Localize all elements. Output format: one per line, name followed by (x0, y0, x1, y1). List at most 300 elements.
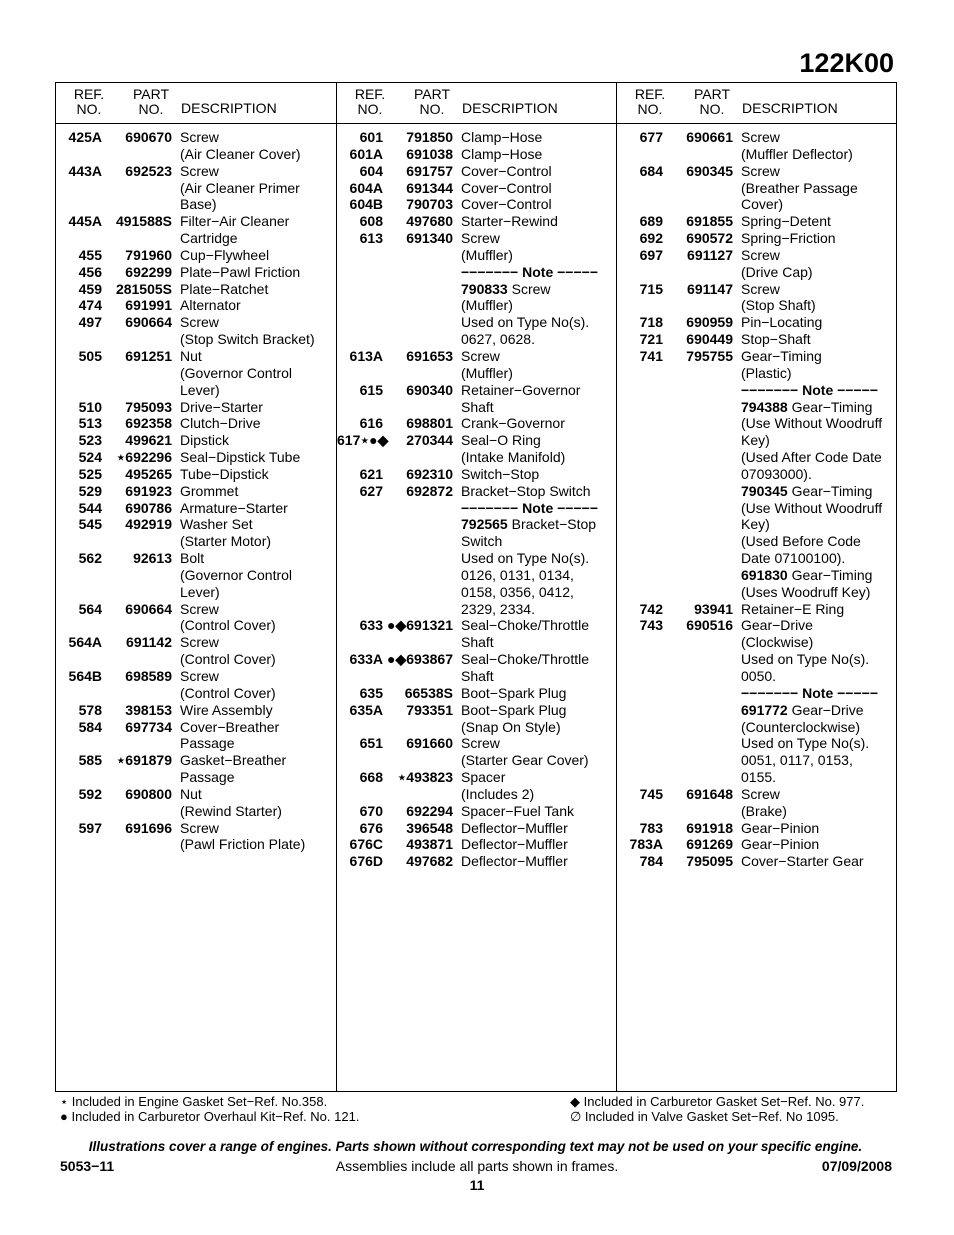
description: Lever) (180, 583, 220, 600)
column-header (337, 83, 617, 124)
part-number: 495265 (125, 465, 172, 482)
table-row (337, 213, 617, 230)
description: Bracket−Stop Switch (461, 482, 591, 499)
description: (Stop Shaft) (741, 297, 816, 314)
note-part-text: Bracket−Stop (507, 516, 597, 533)
ref-number: 578 (78, 701, 102, 718)
part-number: 497682 (406, 853, 453, 870)
table-row (56, 836, 336, 853)
ref-number: 615 (359, 381, 383, 398)
part-number: 66538S (404, 684, 453, 701)
description: (Includes 2) (461, 785, 535, 802)
parts-column-1 (56, 83, 336, 1091)
table-row (337, 516, 617, 533)
table-row (56, 449, 336, 466)
footnote-star: ⋆ Included in Engine Gasket Set−Ref. No.358. (60, 1094, 328, 1109)
table-row (56, 331, 336, 348)
description: Lever) (180, 381, 220, 398)
part-number: 690959 (686, 314, 733, 331)
table-row (617, 836, 897, 853)
note-part-number: 790833 (461, 280, 508, 297)
description: Armature−Starter (180, 499, 288, 516)
note-part-number: 691772 (741, 701, 788, 718)
part-number: 497680 (406, 213, 453, 230)
description: Date 07100100). (741, 550, 846, 567)
part-number: 691923 (125, 482, 172, 499)
description: Boot−Spark Plug (461, 701, 567, 718)
parts-table (55, 82, 897, 1092)
description: Retainer−Governor (461, 381, 581, 398)
ref-number: 651 (359, 735, 383, 752)
part-header: PART (132, 86, 170, 102)
table-row (56, 196, 336, 213)
part-number: 281505S (115, 280, 172, 297)
description: Screw (180, 634, 219, 651)
description: Shaft (461, 398, 494, 415)
table-row (617, 365, 897, 382)
part-number: 691147 (687, 280, 733, 297)
table-row (617, 449, 897, 466)
ref-header-no: NO. (76, 101, 102, 117)
table-row (56, 516, 336, 533)
table-row (56, 601, 336, 618)
description: 0051, 0117, 0153, (741, 752, 853, 769)
description: (Pawl Friction Plate) (180, 836, 306, 853)
description: Clutch−Drive (180, 415, 261, 432)
ref-number: 697 (639, 246, 663, 263)
table-row (337, 617, 617, 634)
ref-number: 718 (639, 314, 663, 331)
table-row (337, 803, 617, 820)
ref-number: 743 (639, 617, 663, 634)
description: (Counterclockwise) (741, 718, 861, 735)
ref-number: 425A (68, 129, 102, 145)
description: 07093000). (741, 465, 812, 482)
footnote-empty-set: ∅ Included in Valve Gasket Set−Ref. No 1095. (570, 1109, 839, 1124)
ref-number: 525 (78, 465, 102, 482)
part-header: PART (413, 86, 451, 102)
description: (Muffler) (461, 297, 513, 314)
table-row (337, 685, 617, 702)
description-header: DESCRIPTION (181, 100, 277, 116)
ref-number: 601 (359, 129, 383, 145)
ref-number: 562 (78, 550, 102, 567)
table-row (56, 533, 336, 550)
part-number: 691269 (686, 836, 733, 853)
table-row (617, 146, 897, 163)
description: (Muffler) (461, 246, 513, 263)
table-row (337, 348, 617, 365)
description: Screw (461, 347, 500, 364)
description: 0050. (741, 668, 777, 684)
description: (Control Cover) (180, 684, 276, 701)
table-row (337, 163, 617, 180)
description: Gear−Timing (741, 347, 822, 364)
note-part-text: Screw (507, 280, 551, 297)
part-number: 493871 (406, 836, 453, 853)
table-row (337, 247, 617, 264)
table-row (617, 601, 897, 618)
table-row (617, 348, 897, 365)
description: (Control Cover) (180, 651, 276, 668)
description: Switch (461, 533, 503, 550)
description: (Starter Motor) (180, 533, 272, 550)
table-row (337, 786, 617, 803)
part-number: 691648 (686, 785, 733, 802)
description: Deflector−Muffler (461, 853, 568, 870)
table-row (56, 567, 336, 584)
table-row (337, 314, 617, 331)
table-row (617, 820, 897, 837)
table-row (56, 820, 336, 837)
table-row (337, 651, 617, 668)
ref-number: 676D (349, 853, 383, 870)
ref-number: 676C (349, 836, 383, 853)
note-part-text: Gear−Drive (787, 701, 864, 718)
table-row (617, 180, 897, 197)
description: (Use Without Woodruff (741, 499, 883, 516)
table-row (56, 247, 336, 264)
table-row (617, 230, 897, 247)
assemblies-note: Assemblies include all parts shown in frames. (335, 1158, 619, 1174)
table-row (617, 314, 897, 331)
description: 0155. (741, 769, 777, 786)
ref-number: 601A (349, 145, 383, 162)
part-number: 791960 (125, 246, 172, 263)
table-row (617, 752, 897, 769)
ref-number: 604A (349, 179, 383, 196)
table-row (337, 500, 617, 517)
ref-number: 529 (78, 482, 102, 499)
ref-number: 524 (78, 449, 102, 466)
part-number: 790703 (406, 196, 453, 213)
description: Pin−Locating (741, 314, 823, 331)
part-number: 691855 (686, 213, 733, 230)
table-row (617, 719, 897, 736)
ref-number: 510 (78, 398, 102, 415)
table-row (56, 415, 336, 432)
table-row (56, 483, 336, 500)
description: Plate−Ratchet (180, 280, 269, 297)
ref-number: 564A (68, 634, 102, 651)
table-row (617, 196, 897, 213)
table-row (337, 399, 617, 416)
ref-number: 616 (359, 415, 383, 432)
description: Screw (180, 600, 219, 617)
table-row (617, 516, 897, 533)
description: Starter−Rewind (461, 213, 558, 230)
note-part-description (741, 483, 872, 500)
description: Gear−Pinion (741, 819, 820, 836)
table-row (617, 617, 897, 634)
note-part-description (741, 567, 872, 584)
description: Nut (180, 785, 202, 802)
description: Key) (741, 516, 770, 533)
description: Passage (180, 769, 235, 786)
note-divider: −−−−−−− Note −−−−− (461, 263, 598, 280)
description: Screw (180, 314, 219, 331)
part-number: 691340 (406, 230, 453, 247)
description: 0627, 0628. (461, 331, 535, 348)
part-number: 690345 (686, 162, 733, 179)
table-row (337, 264, 617, 281)
part-number: 692358 (125, 415, 172, 432)
column-rows (617, 129, 897, 870)
ref-number: 604B (349, 196, 383, 213)
table-row (56, 382, 336, 399)
note-part-description (741, 399, 872, 416)
description: Screw (741, 162, 780, 179)
part-number: 691142 (126, 634, 172, 651)
part-number: 93941 (694, 600, 733, 617)
part-number: 691991 (125, 297, 172, 314)
table-row (56, 803, 336, 820)
description: Spacer (461, 769, 506, 786)
part-number: 690572 (686, 230, 733, 247)
ref-number: 721 (639, 331, 663, 348)
description: Screw (180, 129, 219, 145)
part-number: 270344 (406, 432, 453, 449)
table-row (56, 180, 336, 197)
table-row (56, 281, 336, 298)
ref-number: 692 (639, 230, 663, 247)
table-row (617, 331, 897, 348)
ref-number: 585 (78, 752, 102, 769)
description: Passage (180, 735, 235, 752)
table-row (56, 500, 336, 517)
part-number: 698801 (406, 415, 453, 432)
table-row (617, 432, 897, 449)
ref-number: 545 (78, 516, 102, 533)
description: (Air Cleaner Cover) (180, 145, 301, 162)
table-row (617, 247, 897, 264)
table-row (56, 466, 336, 483)
description: (Clockwise) (741, 634, 814, 651)
part-number: 690786 (125, 499, 172, 516)
table-row (56, 719, 336, 736)
description: Cover−Control (461, 162, 552, 179)
table-row (337, 668, 617, 685)
part-header-no: NO. (419, 101, 445, 117)
table-row (56, 769, 336, 786)
description: (Drive Cap) (741, 263, 813, 280)
part-number: 691127 (687, 246, 733, 263)
table-row (617, 533, 897, 550)
part-number: 691696 (125, 819, 172, 836)
ref-number: 544 (78, 499, 102, 516)
table-row (56, 365, 336, 382)
table-row (617, 550, 897, 567)
table-row (617, 803, 897, 820)
description: Used on Type No(s). (461, 314, 590, 331)
description: Screw (180, 668, 219, 684)
table-row (56, 752, 336, 769)
description: Screw (180, 162, 219, 179)
part-number: 691757 (406, 162, 453, 179)
description: Seal−Choke/Throttle (461, 617, 590, 634)
description: Base) (180, 196, 217, 213)
table-row (617, 769, 897, 786)
ref-header: REF. (73, 86, 105, 102)
description: Shaft (461, 668, 494, 684)
note-part-description (741, 702, 864, 719)
part-number: 692872 (406, 482, 453, 499)
footnote-diamond: ◆ Included in Carburetor Gasket Set−Ref. No. 977. (570, 1094, 865, 1109)
table-row (617, 668, 897, 685)
ref-number: 684 (639, 162, 663, 179)
ref-number: 459 (78, 280, 102, 297)
description: (Plastic) (741, 364, 792, 381)
table-row (56, 651, 336, 668)
description: (Used Before Code (741, 533, 861, 550)
description: Dipstick (180, 432, 230, 449)
table-row (56, 432, 336, 449)
note-part-number: 691830 (741, 566, 788, 583)
parts-column-2 (336, 83, 617, 1091)
ref-number: 668 (359, 769, 383, 786)
ref-number: 745 (639, 785, 663, 802)
description: Spacer−Fuel Tank (461, 802, 574, 819)
part-number: 691038 (406, 145, 453, 162)
description: Boot−Spark Plug (461, 684, 567, 701)
description: (Stop Switch Bracket) (180, 331, 315, 348)
table-row (337, 449, 617, 466)
description: Washer Set (180, 516, 253, 533)
ref-number: 497 (78, 314, 102, 331)
table-row (617, 853, 897, 870)
description: (Rewind Starter) (180, 802, 282, 819)
table-row (337, 719, 617, 736)
description: (Breather Passage (741, 179, 858, 196)
part-number: 691344 (406, 179, 453, 196)
table-row (56, 786, 336, 803)
part-number: 697734 (125, 718, 172, 735)
ref-number: 455 (78, 246, 102, 263)
description: Bolt (180, 550, 205, 567)
description: (Brake) (741, 802, 787, 819)
table-row (617, 213, 897, 230)
part-number: 92613 (133, 550, 172, 567)
description: Screw (741, 246, 780, 263)
column-rows (337, 129, 617, 870)
part-number: 690800 (125, 785, 172, 802)
table-row (617, 281, 897, 298)
description: Gasket−Breather (180, 752, 287, 769)
part-number: 499621 (125, 432, 172, 449)
table-row (337, 634, 617, 651)
note-part-description (461, 281, 551, 298)
table-row (617, 634, 897, 651)
table-row (617, 399, 897, 416)
description: Screw (461, 735, 500, 752)
ref-number: 584 (78, 718, 102, 735)
description: Used on Type No(s). (741, 735, 870, 752)
part-header: PART (693, 86, 731, 102)
part-number: 491588S (115, 213, 172, 230)
description: Nut (180, 347, 202, 364)
description: Plate−Pawl Friction (180, 263, 301, 280)
description: (Governor Control (180, 364, 293, 381)
table-row (56, 550, 336, 567)
description: (Air Cleaner Primer (180, 179, 300, 196)
table-row (617, 786, 897, 803)
part-number: 795095 (686, 853, 733, 870)
ref-number: 613 (359, 230, 383, 247)
ref-number: 513 (78, 415, 102, 432)
part-number: ⋆493823 (397, 769, 453, 786)
part-number: 690670 (125, 129, 172, 145)
table-row (56, 163, 336, 180)
ref-number: 474 (78, 297, 102, 314)
table-row (337, 752, 617, 769)
table-row (56, 685, 336, 702)
description: Spring−Detent (741, 213, 831, 230)
description: Filter−Air Cleaner (180, 213, 290, 230)
description: (Muffler) (461, 364, 513, 381)
ref-number: 677 (639, 129, 663, 145)
ref-number: 597 (78, 819, 102, 836)
description: Cup−Flywheel (180, 246, 270, 263)
table-row (337, 567, 617, 584)
table-row (337, 533, 617, 550)
table-row (337, 365, 617, 382)
table-row (337, 584, 617, 601)
ref-number: 445A (68, 213, 102, 230)
part-number: 692294 (406, 802, 453, 819)
part-number: 692310 (406, 465, 453, 482)
description: Clamp−Hose (461, 145, 543, 162)
table-row (617, 163, 897, 180)
part-number: 692299 (125, 263, 172, 280)
ref-number: 742 (639, 600, 663, 617)
description: Cover−Control (461, 179, 552, 196)
ref-number: 564B (68, 668, 102, 684)
table-row (617, 129, 897, 146)
ref-number: 676 (359, 819, 383, 836)
ref-header: REF. (354, 86, 386, 102)
description: (Uses Woodruff Key) (741, 583, 871, 600)
table-row (337, 432, 617, 449)
description-header: DESCRIPTION (742, 100, 838, 116)
part-number: ⋆691879 (116, 752, 172, 769)
parts-column-3 (616, 83, 897, 1091)
ref-header: REF. (634, 86, 666, 102)
table-row (337, 836, 617, 853)
page-number: 11 (469, 1177, 485, 1193)
description: Seal−O Ring (461, 432, 541, 449)
part-number: ⋆692296 (116, 449, 172, 466)
description: Cover−Breather (180, 718, 280, 735)
part-number: 691918 (686, 819, 733, 836)
part-number: 690449 (686, 331, 733, 348)
part-number: 698589 (125, 668, 172, 684)
description: Gear−Pinion (741, 836, 820, 853)
table-row (337, 382, 617, 399)
description: Wire Assembly (180, 701, 273, 718)
description: Tube−Dipstick (180, 465, 269, 482)
part-number: 691251 (125, 347, 172, 364)
description: (Control Cover) (180, 617, 276, 634)
table-row (56, 668, 336, 685)
table-row (337, 196, 617, 213)
ref-number: 784 (639, 853, 663, 870)
table-row (337, 297, 617, 314)
ref-number: 633A (349, 651, 383, 668)
note-divider: −−−−−−− Note −−−−− (461, 499, 598, 516)
description: Gear−Drive (741, 617, 813, 634)
part-header-no: NO. (138, 101, 164, 117)
description: Screw (461, 230, 500, 247)
